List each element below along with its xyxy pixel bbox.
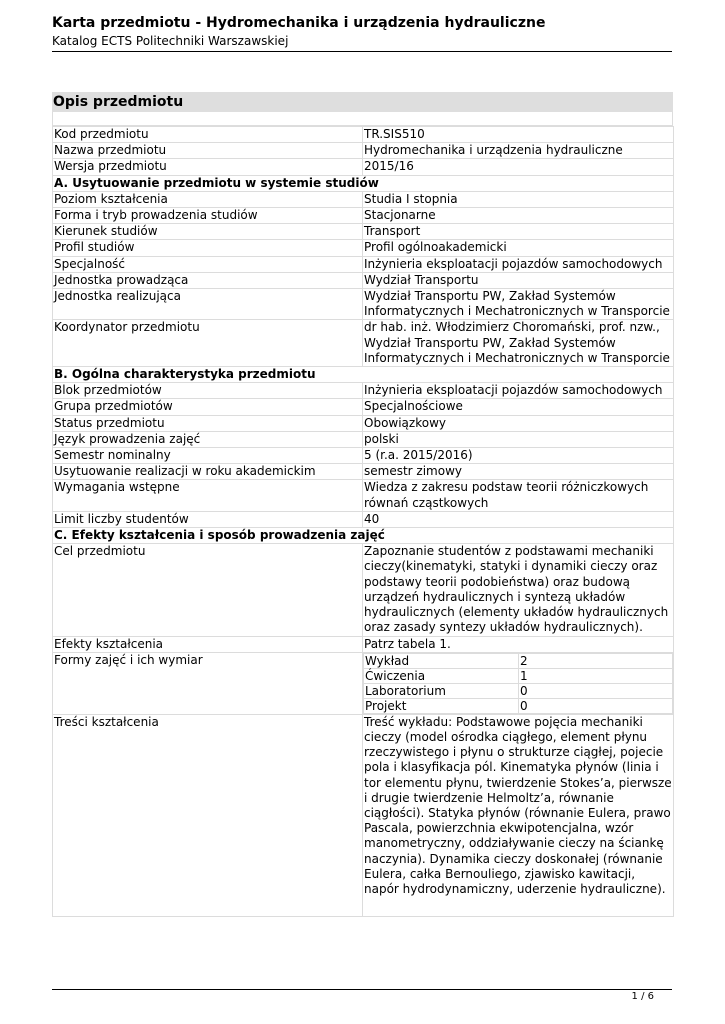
table-row bbox=[53, 544, 674, 636]
row-label: Blok przedmiotów bbox=[53, 383, 363, 399]
row-value: Inżynieria eksploatacji pojazdów samochodowych bbox=[363, 383, 674, 399]
course-table bbox=[52, 126, 674, 917]
row-label: Koordynator przedmiotu bbox=[53, 320, 363, 367]
row-label: Kierunek studiów bbox=[53, 224, 363, 240]
row-label: Specjalność bbox=[53, 256, 363, 272]
row-value: Stacjonarne bbox=[363, 208, 674, 224]
table-row bbox=[53, 143, 674, 159]
row-value: 5 (r.a. 2015/2016) bbox=[363, 448, 674, 464]
table-row bbox=[53, 383, 674, 399]
table-row bbox=[53, 320, 674, 367]
row-value: Studia I stopnia bbox=[363, 191, 674, 207]
document-subtitle: Katalog ECTS Politechniki Warszawskiej bbox=[52, 34, 289, 48]
row-label: Wersja przedmiotu bbox=[53, 159, 363, 175]
table-row bbox=[53, 464, 674, 480]
row-value: Zapoznanie studentów z podstawami mechaniki cieczy(kinematyki, statyki i dynamiki cieczy oraz podstawy teorii podobieństwa) oraz budową urządzeń hydraulicznych i syntezą układów hydraulicznych (elementy układów hydraulicznych oraz zasady syntezy układów hydraulicznych). bbox=[363, 544, 674, 636]
table-row bbox=[53, 127, 674, 143]
table-row bbox=[53, 511, 674, 527]
document-title: Karta przedmiotu - Hydromechanika i urządzenia hydrauliczne bbox=[52, 15, 546, 31]
table-row bbox=[53, 431, 674, 447]
row-value: 2015/16 bbox=[363, 159, 674, 175]
section-spacer bbox=[52, 112, 673, 126]
row-value: Profil ogólnoakademicki bbox=[363, 240, 674, 256]
row-label: Jednostka realizująca bbox=[53, 289, 363, 320]
row-value: Wydział Transportu PW, Zakład Systemów Informatycznych i Mechatronicznych w Transporcie bbox=[363, 289, 674, 320]
row-label: Cel przedmiotu bbox=[53, 544, 363, 636]
form-name: Projekt bbox=[364, 698, 519, 713]
form-name: Laboratorium bbox=[364, 683, 519, 698]
section-row bbox=[53, 367, 674, 383]
row-value: dr hab. inż. Włodzimierz Choromański, prof. nzw., Wydział Transportu PW, Zakład Systemów Informatycznych i Mechatronicznych w Transporcie bbox=[363, 320, 674, 367]
section-heading-b: B. Ogólna charakterystyka przedmiotu bbox=[53, 367, 674, 383]
row-value: Obowiązkowy bbox=[363, 415, 674, 431]
table-row bbox=[53, 415, 674, 431]
row-label: Nazwa przedmiotu bbox=[53, 143, 363, 159]
form-hours: 0 bbox=[519, 683, 673, 698]
row-label: Formy zajęć i ich wymiar bbox=[53, 652, 363, 714]
table-row bbox=[53, 289, 674, 320]
row-label: Usytuowanie realizacji w roku akademickim bbox=[53, 464, 363, 480]
page-number: 1 / 6 bbox=[631, 991, 654, 1002]
table-row bbox=[53, 256, 674, 272]
table-row bbox=[53, 636, 674, 652]
forms-row bbox=[364, 698, 673, 713]
form-name: Wykład bbox=[364, 653, 519, 668]
header-divider bbox=[52, 51, 672, 52]
row-label: Profil studiów bbox=[53, 240, 363, 256]
row-label: Kod przedmiotu bbox=[53, 127, 363, 143]
form-name: Ćwiczenia bbox=[364, 668, 519, 683]
table-row bbox=[53, 240, 674, 256]
forms-row bbox=[364, 653, 673, 668]
table-row bbox=[53, 399, 674, 415]
row-value: Hydromechanika i urządzenia hydrauliczne bbox=[363, 143, 674, 159]
row-value: Wiedza z zakresu podstaw teorii różniczkowych równań cząstkowych bbox=[363, 480, 674, 511]
row-value: Treść wykładu: Podstawowe pojęcia mechaniki cieczy (model ośrodka ciągłego, element płynu rzeczywistego i płynu o strukturze ciągłej, pojecie pola i klasyfikacja pól. Kinematyka płynów (linia i tor elementu płynu, twierdzenie Stokes’a, pierwsze i drugie twierdzenie Helmoltz’a, równanie ciągłości). Statyka płynów (równanie Eulera, prawo Pascala, powierzchnia ekwipotencjalna, wzór manometryczny, oddziaływanie cieczy na ściankę naczynia). Dynamika cieczy doskonałej (równanie Eulera, całka Bernouliego, zjawisko kawitacji, napór hydrodynamiczny, uderzenie hydrauliczne). bbox=[363, 714, 674, 916]
row-value: Transport bbox=[363, 224, 674, 240]
table-row bbox=[53, 208, 674, 224]
section-heading-c: C. Efekty kształcenia i sposób prowadzenia zajęć bbox=[53, 528, 674, 544]
row-value: Wydział Transportu bbox=[363, 272, 674, 288]
section-heading-a: A. Usytuowanie przedmiotu w systemie studiów bbox=[53, 175, 674, 191]
form-hours: 1 bbox=[519, 668, 673, 683]
table-row bbox=[53, 272, 674, 288]
forms-cell bbox=[363, 652, 674, 714]
row-label: Semestr nominalny bbox=[53, 448, 363, 464]
section-row bbox=[53, 528, 674, 544]
row-label: Jednostka prowadząca bbox=[53, 272, 363, 288]
form-hours: 2 bbox=[519, 653, 673, 668]
row-label: Język prowadzenia zajęć bbox=[53, 431, 363, 447]
page-header bbox=[52, 14, 672, 49]
row-label: Limit liczby studentów bbox=[53, 511, 363, 527]
row-label: Treści kształcenia bbox=[53, 714, 363, 916]
row-label: Forma i tryb prowadzenia studiów bbox=[53, 208, 363, 224]
row-label: Grupa przedmiotów bbox=[53, 399, 363, 415]
row-value: semestr zimowy bbox=[363, 464, 674, 480]
table-row bbox=[53, 159, 674, 175]
table-row bbox=[53, 448, 674, 464]
row-value: TR.SIS510 bbox=[363, 127, 674, 143]
table-row bbox=[53, 652, 674, 714]
table-row bbox=[53, 191, 674, 207]
table-row bbox=[53, 224, 674, 240]
form-hours: 0 bbox=[519, 698, 673, 713]
row-value: Specjalnościowe bbox=[363, 399, 674, 415]
table-row bbox=[53, 480, 674, 511]
table-row bbox=[53, 714, 674, 916]
row-label: Wymagania wstępne bbox=[53, 480, 363, 511]
row-value: polski bbox=[363, 431, 674, 447]
forms-table bbox=[363, 653, 673, 714]
section-heading-opis: Opis przedmiotu bbox=[52, 92, 673, 112]
row-label: Efekty kształcenia bbox=[53, 636, 363, 652]
row-label: Poziom kształcenia bbox=[53, 191, 363, 207]
section-row bbox=[53, 175, 674, 191]
footer-divider bbox=[52, 989, 672, 990]
row-value: 40 bbox=[363, 511, 674, 527]
row-value: Inżynieria eksploatacji pojazdów samochodowych bbox=[363, 256, 674, 272]
forms-row bbox=[364, 668, 673, 683]
row-label: Status przedmiotu bbox=[53, 415, 363, 431]
row-value: Patrz tabela 1. bbox=[363, 636, 674, 652]
forms-row bbox=[364, 683, 673, 698]
course-card bbox=[52, 92, 673, 917]
